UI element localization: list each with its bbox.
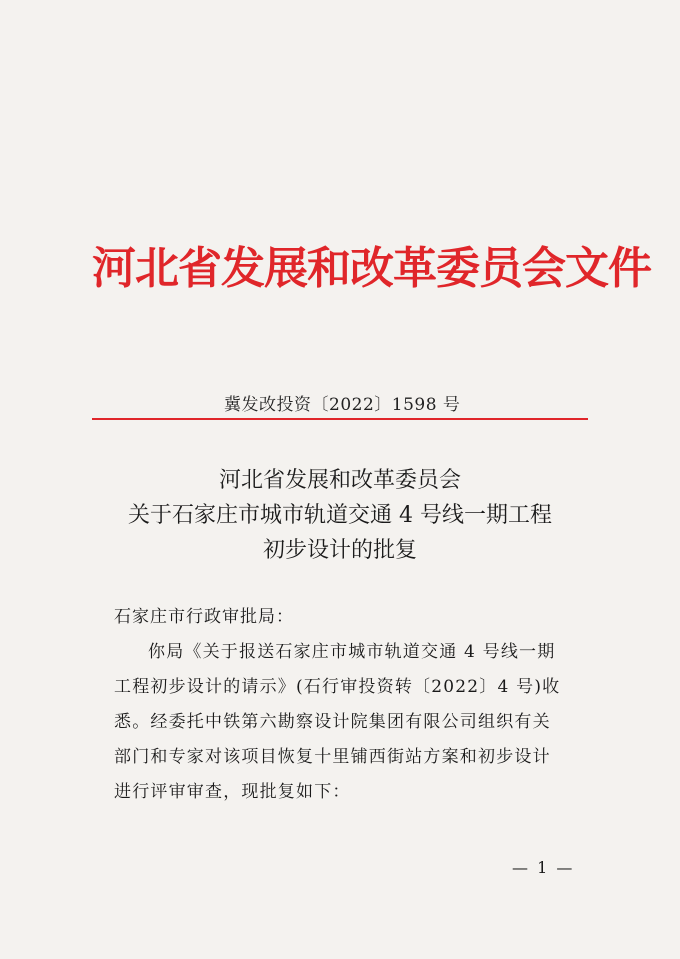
title-line-1: 河北省发展和改革委员会	[218, 468, 461, 493]
document-number: 冀发改投资〔2022〕1598 号	[224, 395, 461, 415]
title-line-3: 初步设计的批复	[262, 538, 417, 563]
body-line: 悉。经委托中铁第六勘察设计院集团有限公司组织有关	[114, 712, 551, 732]
page-number: — 1 —	[512, 858, 575, 877]
title-line-2: 关于石家庄市城市轨道交通 4 号线一期工程	[128, 503, 552, 528]
issuing-authority-header: 河北省发展和改革委员会文件	[92, 243, 651, 294]
addressee: 石家庄市行政审批局：	[114, 607, 294, 627]
body-line: 部门和专家对该项目恢复十里铺西街站方案和初步设计	[114, 747, 551, 767]
red-separator-line	[92, 418, 588, 420]
body-line: 进行评审审查，现批复如下：	[114, 782, 351, 802]
body-line: 你局《关于报送石家庄市城市轨道交通 4 号线一期	[148, 642, 556, 662]
body-line: 工程初步设计的请示》(石行审投资转〔2022〕4 号)收	[114, 677, 561, 697]
